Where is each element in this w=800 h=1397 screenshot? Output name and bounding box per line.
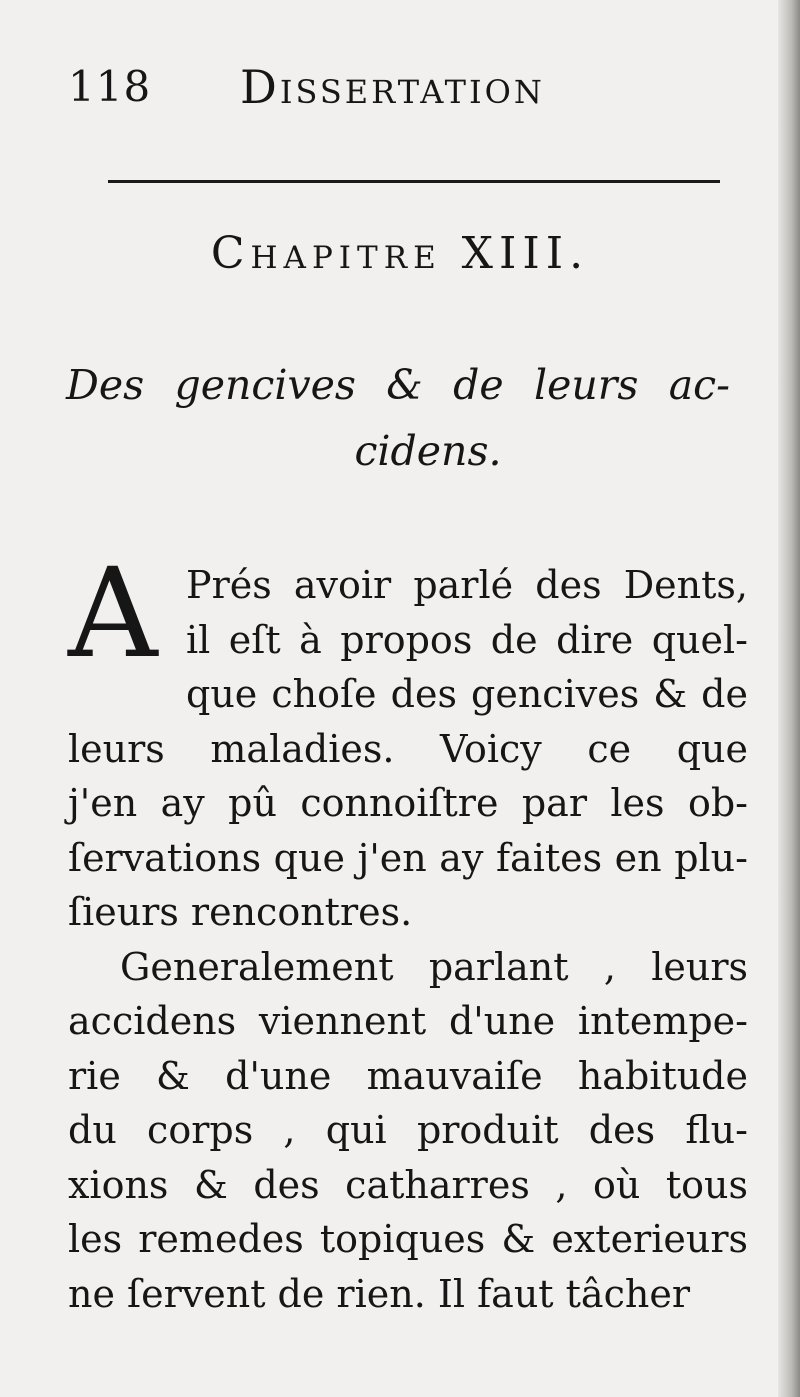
header-rule (108, 180, 720, 183)
paragraph-1 (68, 542, 748, 940)
chapter-title (66, 352, 730, 484)
page-number: 118 (68, 62, 152, 111)
text-line: les remedes topiques & exterieurs (68, 1217, 748, 1261)
chapter-title-line: Des gencives & de leurs ac- (66, 361, 730, 409)
text-line: ſervations que j'en ay faites en plu- (68, 835, 748, 880)
text-line: j'en ay pû connoiſtre par les ob- (68, 781, 748, 825)
text-line: rie & d'une mauvaiſe habitude (68, 1053, 748, 1098)
chapter-heading: Chapitre XIII. (210, 228, 590, 279)
text-line: accidens viennent d'une intempe- (68, 999, 748, 1043)
body-text (68, 542, 748, 1321)
paragraph-2 (68, 940, 748, 1322)
text-line: xions & des catharres , où tous (68, 1162, 748, 1207)
text-line: il eſt à propos de dire quel- (186, 617, 748, 662)
text-line: ſieurs rencontres. (68, 890, 413, 934)
text-line: que choſe des gencives & de (186, 672, 748, 716)
chapter-title-line: cidens. (354, 427, 502, 475)
drop-cap: A (68, 542, 158, 686)
text-line: Prés avoir parlé des Dents, (186, 563, 748, 607)
running-title: Dissertation (240, 60, 545, 114)
text-line: Generalement parlant , leurs (120, 944, 748, 989)
page-edge-shadow (778, 0, 800, 1397)
text-line: du corps , qui produit des flu- (68, 1108, 748, 1152)
running-head (68, 58, 628, 118)
text-line: ne ſervent de rien. Il faut tâcher (68, 1271, 690, 1316)
text-line: leurs maladies. Voicy ce que (68, 726, 748, 771)
